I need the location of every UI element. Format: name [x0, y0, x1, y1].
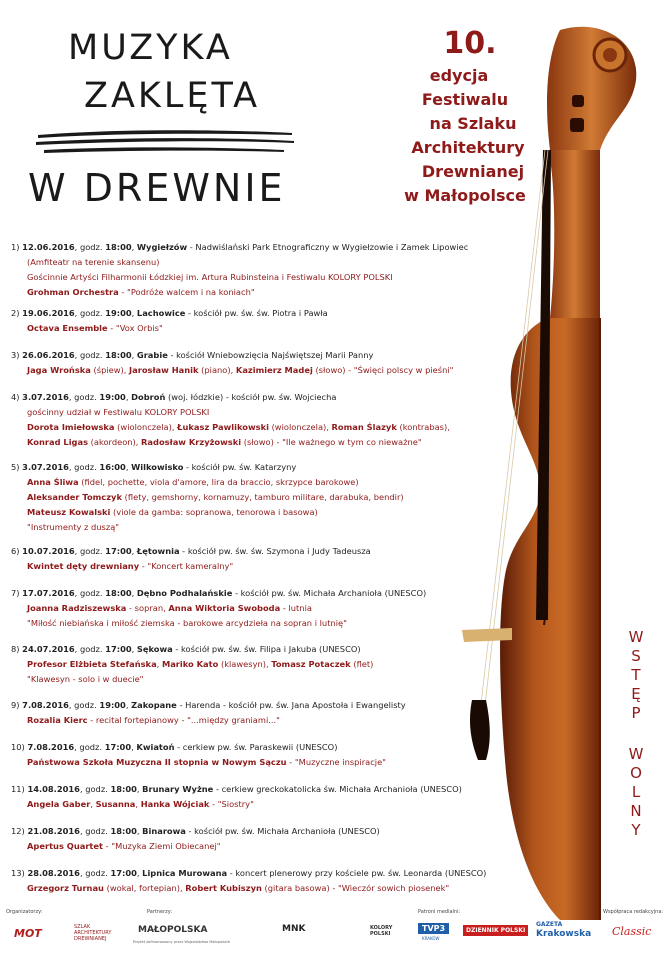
event-time: 16:00	[99, 462, 126, 472]
event-time-label: , godz.	[79, 868, 108, 878]
event-detail-text: - "Podróże walcem i na koniach"	[118, 287, 255, 297]
performer-name: Konrad Ligas	[27, 437, 89, 447]
event-detail-line	[11, 797, 516, 812]
event-detail-text: "Miłość niebiańska i miłość ziemska - barokowe arcydzieła na sopran i lutnię"	[27, 618, 347, 628]
performer-name: Państwowa Szkoła Muzyczna II stopnia w Nowym Sączu	[27, 757, 287, 767]
event-detail-line	[11, 755, 516, 770]
performer-name: Roman Ślazyk	[331, 422, 397, 432]
event-venue: - kościół pw. św. Michała Archanioła (UNESCO)	[185, 826, 380, 836]
event-detail-text: (wokal, fortepian),	[103, 883, 186, 893]
event-time-label: , godz.	[68, 700, 97, 710]
festival-line: Architektury	[411, 138, 525, 157]
event-town: Dobroń	[131, 392, 166, 402]
event-date: 21.08.2016	[27, 826, 80, 836]
event-detail-line	[11, 713, 516, 728]
entry-letter: S	[631, 647, 641, 665]
event-time-label: , godz.	[79, 826, 108, 836]
event-date: 14.08.2016	[27, 784, 80, 794]
event-detail-text: Gościnnie Artyści Filharmonii Łódzkiej im. Artura Rubinsteina i Festiwalu KOLORY POLSKI	[27, 272, 393, 282]
event-detail-line	[11, 405, 516, 420]
event-detail-text: (gitara basowa) - "Wieczór sowich piosenek"	[261, 883, 450, 893]
event-detail-text: (flet)	[350, 659, 374, 669]
event-detail-text: (kontrabas),	[396, 422, 450, 432]
event-number: 11)	[11, 784, 25, 794]
event-detail-line	[11, 490, 516, 505]
entry-letter: N	[630, 802, 642, 820]
festival-line: Drewnianej	[421, 162, 525, 181]
event-item	[11, 740, 516, 770]
event-detail-text: - "Siostry"	[209, 799, 254, 809]
event-detail-text: (fidel, pochette, viola d'amore, lira da braccio, skrzypce barokowe)	[78, 477, 359, 487]
event-detail-text: "Instrumenty z duszą"	[27, 522, 120, 532]
event-detail-line	[11, 672, 516, 687]
title-line-3: W DREWNIE	[28, 166, 286, 210]
event-venue: - kościół pw. św. Katarzyny	[183, 462, 297, 472]
festival-line: edycja	[429, 66, 489, 85]
event-header: 2) 19.06.2016, godz. 19:00, Lachowice - kościół pw. św. św. Piotra i Pawła	[11, 308, 328, 318]
performer-name: Radosław Krzyżowski	[141, 437, 242, 447]
performer-name: Aleksander Tomczyk	[27, 492, 122, 502]
event-time: 19:00	[99, 700, 126, 710]
event-header: 6) 10.07.2016, godz. 17:00, Łętownia - kościół pw. św. św. Szymona i Judy Tadeusza	[11, 546, 371, 556]
performer-name: Mateusz Kowalski	[27, 507, 111, 517]
event-venue: - cerkiew pw. św. Paraskewii (UNESCO)	[174, 742, 338, 752]
performer-name: Grzegorz Turnau	[27, 883, 104, 893]
event-town: Wygiełzów	[136, 242, 188, 252]
logo-gazeta: GAZETA	[536, 921, 563, 928]
free-entry-vertical	[623, 628, 649, 840]
event-date: 3.07.2016	[22, 392, 69, 402]
event-time: 18:00	[110, 826, 137, 836]
event-detail-line	[11, 601, 516, 616]
event-town: Wilkowisko	[131, 462, 184, 472]
event-item	[11, 390, 516, 450]
event-town: Brunary Wyżne	[142, 784, 214, 794]
event-number: 9)	[11, 700, 20, 710]
edition-number: 10.	[443, 26, 497, 61]
event-town: Łętownia	[136, 546, 180, 556]
event-header: 11) 14.08.2016, godz. 18:00, Brunary Wyżne - cerkiew greckokatolicka św. Michała Archanioła (UNESCO)	[11, 784, 462, 794]
event-number: 13)	[11, 868, 25, 878]
event-detail-text: ,	[156, 659, 162, 669]
event-detail-text: (flety, gemshorny, kornamuzy, tamburo militare, darabuka, bendir)	[121, 492, 404, 502]
event-number: 1)	[11, 242, 20, 252]
event-town: Sękowa	[136, 644, 173, 654]
performer-name: Joanna Radziszewska	[27, 603, 127, 613]
event-detail-line	[11, 559, 516, 574]
performer-name: Tomasz Potaczek	[271, 659, 351, 669]
event-detail-line	[11, 505, 516, 520]
event-time-label: , godz.	[68, 392, 97, 402]
event-header: 4) 3.07.2016, godz. 19:00, Dobroń (woj. łódzkie) - kościół pw. św. Wojciecha	[11, 392, 337, 402]
event-number: 3)	[11, 350, 20, 360]
event-time-label: , godz.	[74, 308, 103, 318]
event-detail-line	[11, 363, 516, 378]
event-detail-text: - "Koncert kameralny"	[139, 561, 234, 571]
title-line-1: MUZYKA	[68, 28, 233, 68]
event-item	[11, 866, 516, 896]
event-header: 10) 7.08.2016, godz. 17:00, Kwiatoń - cerkiew pw. św. Paraskewii (UNESCO)	[11, 742, 338, 752]
performer-name: Octava Ensemble	[27, 323, 108, 333]
event-venue: - Nadwiślański Park Etnograficzny w Wygiełzowie i Zamek Lipowiec	[187, 242, 469, 252]
event-header: 8) 24.07.2016, godz. 17:00, Sękowa - kościół pw. św. św. Filipa i Jakuba (UNESCO)	[11, 644, 361, 654]
event-detail-line	[11, 321, 516, 336]
event-detail-text: (śpiew),	[90, 365, 130, 375]
event-date: 7.08.2016	[22, 700, 69, 710]
event-detail-text: - sopran,	[126, 603, 169, 613]
event-town: Zakopane	[131, 700, 177, 710]
event-time: 19:00	[105, 308, 132, 318]
logo-malopolska: MAŁOPOLSKA	[138, 925, 208, 935]
entry-letter: P	[631, 704, 641, 722]
event-detail-text: (Amfiteatr na terenie skansenu)	[27, 257, 160, 267]
event-header: 12) 21.08.2016, godz. 18:00, Binarowa - kościół pw. św. Michała Archanioła (UNESCO)	[11, 826, 380, 836]
event-venue: - cerkiew greckokatolicka św. Michała Archanioła (UNESCO)	[213, 784, 462, 794]
event-time: 18:00	[110, 784, 137, 794]
logo-dziennik-polski: DZIENNIK POLSKI	[463, 925, 528, 936]
event-date: 17.07.2016	[22, 588, 75, 598]
event-venue: (woj. łódzkie) - kościół pw. św. Wojciecha	[165, 392, 337, 402]
event-number: 6)	[11, 546, 20, 556]
partners-label: Partnerzy:	[147, 909, 173, 915]
event-detail-text: ,	[135, 799, 141, 809]
event-detail-text: (słowo) - "Ile ważnego w tym co nieważne"	[241, 437, 422, 447]
event-time-label: , godz.	[74, 742, 103, 752]
event-venue: - kościół pw. św. św. Filipa i Jakuba (UNESCO)	[172, 644, 361, 654]
event-date: 7.08.2016	[27, 742, 75, 752]
event-item	[11, 782, 516, 812]
event-detail-text: (wiolonczela),	[114, 422, 178, 432]
event-detail-text: - "Muzyka Ziemi Obiecanej"	[103, 841, 221, 851]
event-header: 1) 12.06.2016, godz. 18:00, Wygiełzów - Nadwiślański Park Etnograficzny w Wygiełzowie i Zamek Lipowiec	[11, 242, 469, 252]
event-venue: - kościół pw. św. św. Szymona i Judy Tadeusza	[179, 546, 371, 556]
logo-mnk: MNK	[282, 924, 306, 934]
event-detail-text: (klawesyn),	[218, 659, 272, 669]
title-line-2: ZAKLĘTA	[84, 76, 261, 116]
logo-classic: Classic	[612, 925, 652, 938]
event-detail-line	[11, 520, 516, 535]
event-time: 19:00	[99, 392, 126, 402]
event-detail-text: (piano),	[198, 365, 236, 375]
event-detail-line	[11, 657, 516, 672]
event-date: 12.06.2016	[22, 242, 75, 252]
event-detail-text: (wiolonczela),	[268, 422, 332, 432]
event-venue: - kościół pw. św. Michała Archanioła (UNESCO)	[232, 588, 427, 598]
event-detail-line	[11, 255, 516, 270]
event-detail-text: - "Muzyczne inspiracje"	[286, 757, 387, 767]
event-date: 26.06.2016	[22, 350, 75, 360]
entry-letter: O	[630, 764, 642, 782]
event-venue: - kościół Wniebowzięcia Najświętszej Marii Panny	[167, 350, 374, 360]
event-date: 28.08.2016	[27, 868, 80, 878]
event-header: 3) 26.06.2016, godz. 18:00, Grabie - kościół Wniebowzięcia Najświętszej Marii Panny	[11, 350, 374, 360]
event-detail-text: - recital fortepianowy - "...między graniami..."	[87, 715, 280, 725]
event-number: 12)	[11, 826, 25, 836]
event-time-label: , godz.	[74, 546, 103, 556]
event-detail-text: (słowo) - "Święci polscy w pieśni"	[312, 365, 454, 375]
performer-name: Hanka Wójciak	[140, 799, 210, 809]
event-detail-text: (akordeon),	[88, 437, 142, 447]
performer-name: Kwintet dęty drewniany	[27, 561, 140, 571]
logo-tvp3-sub: KRAKÓW	[422, 936, 440, 941]
cooperation-label: Współpraca redakcyjna:	[603, 909, 664, 915]
event-detail-line	[11, 420, 516, 435]
event-detail-text: gościnny udział w Festiwalu KOLORY POLSKI	[27, 407, 210, 417]
performer-name: Rozalia Kierc	[27, 715, 88, 725]
event-time-label: , godz.	[74, 350, 103, 360]
event-item	[11, 698, 516, 728]
brush-stroke-divider	[34, 127, 296, 157]
event-time: 17:00	[110, 868, 137, 878]
event-time: 17:00	[104, 742, 132, 752]
event-venue: - koncert plenerowy przy kościele pw. św. Leonarda (UNESCO)	[227, 868, 487, 878]
event-detail-line	[11, 839, 516, 854]
event-time-label: , godz.	[74, 644, 103, 654]
performer-name: Jaga Wrońska	[27, 365, 91, 375]
event-time-label: , godz.	[74, 588, 103, 598]
event-date: 3.07.2016	[22, 462, 69, 472]
logo-mot: MOT	[14, 927, 42, 940]
media-label: Patroni medialni:	[418, 909, 461, 915]
festival-line: w Małopolsce	[404, 186, 526, 205]
entry-letter: L	[631, 783, 641, 801]
performer-name: Anna Śliwa	[27, 477, 79, 487]
event-detail-line	[11, 435, 516, 450]
performer-name: Profesor Elżbieta Stefańska	[27, 659, 157, 669]
entry-letter: Ę	[631, 685, 641, 703]
performer-name: Anna Wiktoria Swoboda	[168, 603, 281, 613]
entry-letter: Y	[631, 821, 641, 839]
entry-letter: T	[631, 666, 641, 684]
performer-name: Dorota Imiełowska	[27, 422, 115, 432]
event-item	[11, 306, 516, 336]
event-detail-line	[11, 616, 516, 631]
event-time: 18:00	[105, 350, 132, 360]
event-town: Binarowa	[142, 826, 186, 836]
event-venue: - Harenda - kościół pw. św. Jana Apostoła i Ewangelisty	[176, 700, 406, 710]
event-town: Kwiatoń	[136, 742, 175, 752]
event-header: 5) 3.07.2016, godz. 16:00, Wilkowisko - kościół pw. św. Katarzyny	[11, 462, 297, 472]
event-number: 4)	[11, 392, 20, 402]
event-time: 18:00	[105, 588, 132, 598]
event-detail-text: ,	[90, 799, 96, 809]
festival-line: na Szlaku	[429, 114, 517, 133]
event-time: 18:00	[105, 242, 132, 252]
event-venue: - kościół pw. św. św. Piotra i Pawła	[185, 308, 328, 318]
event-detail-line	[11, 475, 516, 490]
performer-name: Jarosław Hanik	[129, 365, 199, 375]
event-detail-line	[11, 270, 516, 285]
event-item	[11, 240, 516, 300]
event-item	[11, 460, 516, 535]
event-detail-text: (viole da gamba: sopranowa, tenorowa i basowa)	[110, 507, 318, 517]
event-time-label: , godz.	[68, 462, 97, 472]
logo-krakowska: Krakowska	[536, 929, 592, 939]
malopolska-note: Projekt dofinansowany przez Województwo Małopolskie	[133, 940, 231, 944]
event-header: 7) 17.07.2016, godz. 18:00, Dębno Podhalańskie - kościół pw. św. Michała Archanioła (UNESCO)	[11, 588, 427, 598]
event-town: Dębno Podhalańskie	[136, 588, 233, 598]
event-item	[11, 544, 516, 574]
event-number: 8)	[11, 644, 20, 654]
event-detail-line	[11, 881, 516, 896]
event-item	[11, 348, 516, 378]
event-number: 10)	[11, 742, 25, 752]
event-header: 9) 7.08.2016, godz. 19:00, Zakopane - Harenda - kościół pw. św. Jana Apostoła i Ewangelisty	[11, 700, 406, 710]
event-number: 7)	[11, 588, 20, 598]
event-town: Lachowice	[136, 308, 186, 318]
event-time: 17:00	[105, 644, 132, 654]
performer-name: Mariko Kato	[161, 659, 219, 669]
event-date: 24.07.2016	[22, 644, 75, 654]
event-number: 5)	[11, 462, 20, 472]
entry-letter: W	[628, 628, 644, 646]
performer-name: Kazimierz Madej	[235, 365, 313, 375]
event-item	[11, 586, 516, 631]
festival-heading	[380, 24, 560, 208]
event-detail-text: - lutnia	[280, 603, 312, 613]
event-header: 13) 28.08.2016, godz. 17:00, Lipnica Murowana - koncert plenerowy przy kościele pw. św. Leonarda (UNESCO)	[11, 868, 487, 878]
festival-line: Festiwalu	[421, 90, 509, 109]
entry-letter: W	[628, 745, 644, 763]
performer-name: Angela Gaber	[27, 799, 91, 809]
event-item	[11, 824, 516, 854]
event-detail-text: "Klawesyn - solo i w duecie"	[27, 674, 144, 684]
performer-name: Robert Kubiszyn	[185, 883, 262, 893]
event-time: 17:00	[105, 546, 132, 556]
event-time-label: , godz.	[79, 784, 108, 794]
logo-kolory-polski: KOLORY POLSKI	[370, 925, 393, 937]
event-number: 2)	[11, 308, 20, 318]
event-date: 19.06.2016	[22, 308, 75, 318]
event-town: Lipnica Murowana	[142, 868, 228, 878]
event-date: 10.07.2016	[22, 546, 75, 556]
event-time-label: , godz.	[74, 242, 103, 252]
event-town: Grabie	[136, 350, 168, 360]
performer-name: Grohman Orchestra	[27, 287, 119, 297]
event-item	[11, 642, 516, 687]
event-detail-text: - "Vox Orbis"	[107, 323, 163, 333]
performer-name: Łukasz Pawlikowski	[177, 422, 269, 432]
performer-name: Apertus Quartet	[27, 841, 103, 851]
performer-name: Susanna	[95, 799, 136, 809]
event-detail-line	[11, 285, 516, 300]
logo-szlak: SZLAK ARCHITEKTURY DREWNIANEJ	[74, 924, 112, 942]
organizers-label: Organizatorzy:	[6, 909, 43, 915]
logo-tvp3: TVP3	[418, 923, 449, 934]
